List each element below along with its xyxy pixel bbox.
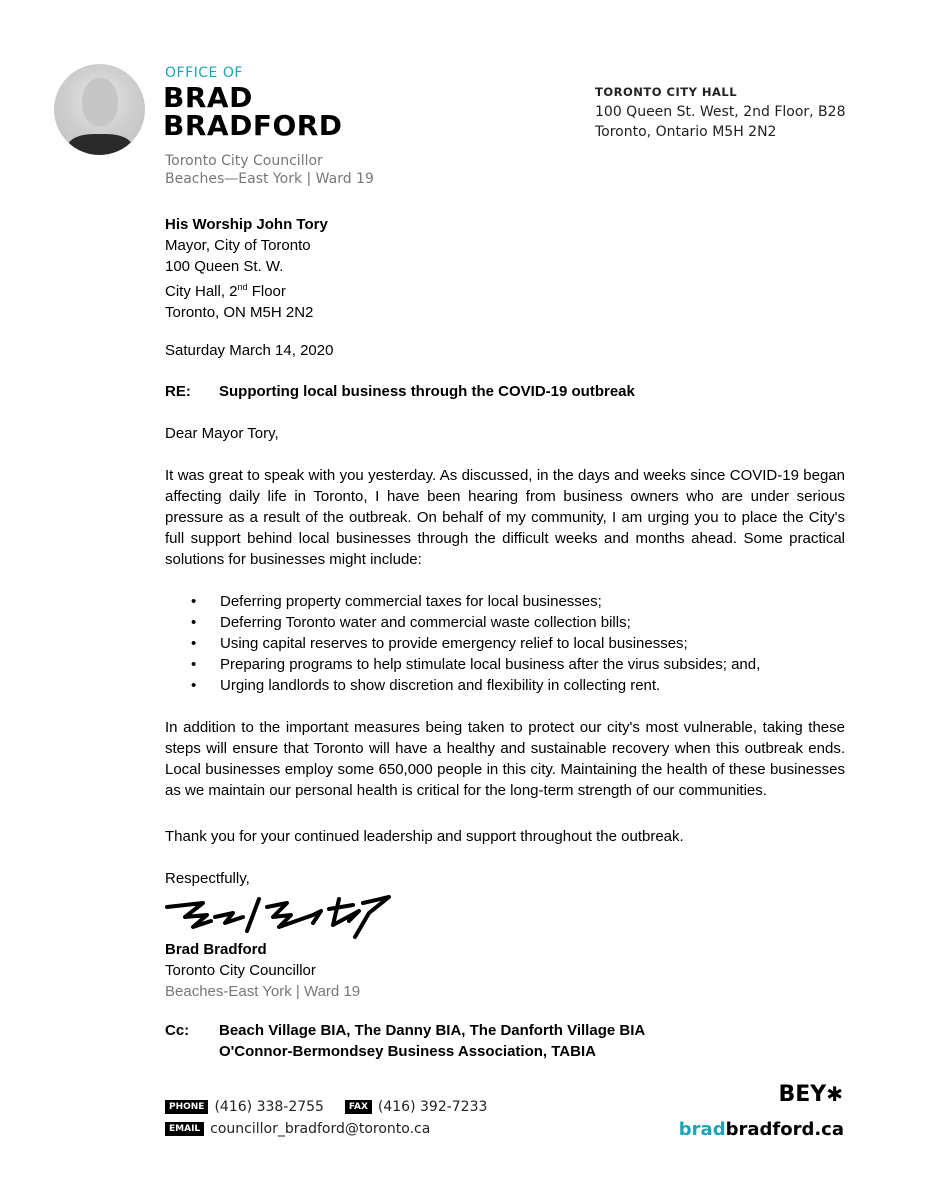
re-line <box>165 381 635 402</box>
paragraph-1: It was great to speak with you yesterday. As discussed, in the days and weeks since COVID-19 began affecting daily life in Toronto, I have been hearing from business owners who are under serious pressure as a result of the outbreak. On behalf of my community, I am urging you to place the City's full support behind local businesses through the difficult weeks and months ahead. Some practical solutions for businesses might include: <box>165 467 845 568</box>
councillor-name-heading <box>163 81 343 142</box>
letter-date: Saturday March 14, 2020 <box>165 342 334 359</box>
maple-leaf-icon: ✱ <box>826 1082 843 1106</box>
website-link[interactable]: bradbradford.ca <box>678 1119 844 1140</box>
list-item: • Deferring property commercial taxes for local businesses; <box>165 591 845 612</box>
fax-number: (416) 392-7233 <box>377 1099 488 1115</box>
footer-contact <box>165 1099 487 1137</box>
signer-title: Toronto City Councillor <box>165 962 316 979</box>
solutions-list <box>165 591 845 696</box>
paragraph-3: Thank you for your continued leadership and support throughout the outbreak. <box>165 828 684 845</box>
avatar <box>54 64 145 155</box>
re-label: RE: <box>165 383 191 400</box>
councillor-title: Toronto City Councillor <box>165 153 323 169</box>
list-item: • Deferring Toronto water and commercial waste collection bills; <box>165 612 845 633</box>
re-subject: Supporting local business through the COVID-19 outbreak <box>219 383 635 400</box>
email-address[interactable]: councillor_bradford@toronto.ca <box>210 1121 431 1137</box>
cc-label: Cc: <box>165 1022 190 1039</box>
signer-ward: Beaches-East York | Ward 19 <box>165 983 361 1000</box>
fax-label: FAX <box>345 1100 372 1114</box>
city-hall-line-2: Toronto, Ontario M5H 2N2 <box>595 124 777 140</box>
city-hall-line-1: 100 Queen St. West, 2nd Floor, B28 <box>595 104 846 120</box>
signature-block <box>165 939 360 1002</box>
phone-label: PHONE <box>165 1100 208 1114</box>
councillor-ward: Beaches—East York | Ward 19 <box>165 171 374 187</box>
recipient-line: Toronto, ON M5H 2N2 <box>165 304 314 321</box>
cc-line: Beach Village BIA, The Danny BIA, The Danforth Village BIA <box>219 1022 646 1039</box>
list-item: • Urging landlords to show discretion and flexibility in collecting rent. <box>165 675 845 696</box>
name-line-2: BRADFORD <box>163 109 343 142</box>
list-item: • Using capital reserves to provide emergency relief to local businesses; <box>165 633 845 654</box>
recipient-line: 100 Queen St. W. <box>165 258 284 275</box>
office-of-label: OFFICE OF <box>165 65 243 81</box>
handwritten-signature <box>163 895 398 940</box>
name-line-1: BRAD <box>163 81 253 114</box>
city-hall-heading: TORONTO CITY HALL <box>595 85 738 99</box>
closing: Respectfully, <box>165 870 250 887</box>
paragraph-2: In addition to the important measures being taken to protect our city's most vulnerable, taking these steps will ensure that Toronto will have a healthy and sustainable recovery when this outbreak ends. Local businesses employ some 650,000 people in this city. Maintaining the health of these businesses as we maintain our personal health is critical for the long-term strength of our communities. <box>165 719 845 799</box>
bey-logo: BEY✱ <box>778 1082 843 1107</box>
phone-number: (416) 338-2755 <box>214 1099 324 1115</box>
recipient-block <box>165 214 328 323</box>
recipient-line: City Hall, 2nd Floor <box>165 282 286 300</box>
recipient-line: Mayor, City of Toronto <box>165 237 311 254</box>
salutation: Dear Mayor Tory, <box>165 425 279 442</box>
cc-line: O'Connor-Bermondsey Business Association, TABIA <box>219 1043 596 1060</box>
city-hall-address <box>595 82 845 142</box>
councillor-subtitle <box>165 152 374 188</box>
email-label: EMAIL <box>165 1122 204 1136</box>
cc-block <box>165 1020 645 1062</box>
signer-name: Brad Bradford <box>165 941 267 958</box>
list-item: • Preparing programs to help stimulate local business after the virus subsides; and, <box>165 654 845 675</box>
recipient-name: His Worship John Tory <box>165 216 328 233</box>
